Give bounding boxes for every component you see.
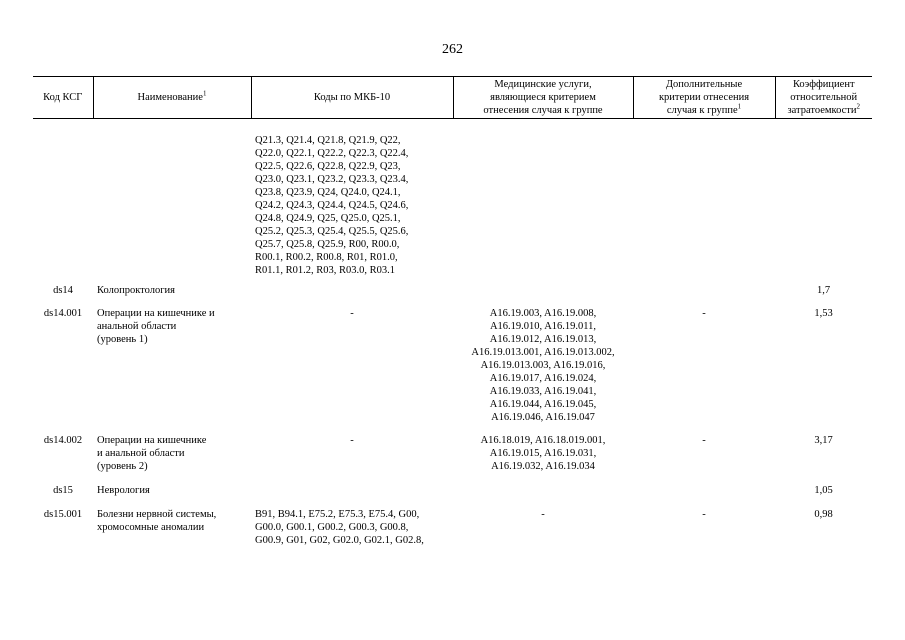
table-row: [33, 424, 872, 473]
header-extra-criteria: Дополнительные критерии отнесения случая к группе$^1$: [633, 77, 775, 119]
cell-code: ds14.001: [43, 308, 83, 319]
cell-code: ds14: [53, 285, 73, 296]
header-mkb: Коды по МКБ-10: [251, 77, 453, 119]
cell-extra-criteria: -: [702, 509, 706, 520]
header-code: Код КСГ: [33, 77, 93, 119]
cell-services: -: [541, 509, 545, 520]
table-row: [33, 277, 872, 297]
cell-mkb-codes: [251, 473, 453, 497]
cell-name: Болезни нервной системы, хромосомные аномалии: [97, 509, 217, 533]
table-row: [33, 473, 872, 497]
table-header-row: [33, 77, 872, 119]
header-services: Медицинские услуги, являющиеся критерием отнесения случая к группе: [453, 77, 633, 119]
cell-services: [453, 473, 633, 497]
cell-extra-criteria: [633, 119, 775, 278]
cell-name: Колопроктология: [97, 285, 175, 296]
cell-services: A16.18.019, A16.18.019.001, A16.19.015, A16.19.031, A16.19.032, A16.19.034: [480, 435, 606, 472]
cell-extra-criteria: [633, 277, 775, 297]
cell-coefficient: 3,17: [814, 435, 833, 446]
cell-extra-criteria: [633, 473, 775, 497]
cell-coefficient: 1,05: [814, 485, 833, 496]
cell-extra-criteria: -: [702, 308, 706, 319]
cell-services: [453, 277, 633, 297]
cell-extra-criteria: -: [702, 435, 706, 446]
page-number: 262: [442, 42, 463, 57]
header-name: Наименование$^1$: [93, 77, 251, 119]
cell-coefficient: 1,53: [814, 308, 833, 319]
cell-code: [33, 119, 93, 278]
footnote-mark: 2: [856, 102, 860, 111]
table-row: [33, 297, 872, 424]
cell-mkb-codes: Q21.3, Q21.4, Q21.8, Q21.9, Q22, Q22.0, Q22.1, Q22.2, Q22.3, Q22.4, Q22.5, Q22.6, Q22.8, Q22.9, Q23, Q23.0, Q23.1, Q23.2, Q23.3, Q23.4, Q23.8, Q23.9, Q24, Q24.0, Q24.1, Q24.2, Q24.3, Q24.4, Q24.5, Q24.6, Q24.8, Q24.9, Q25, Q25.0, Q25.1, Q25.2, Q25.3, Q25.4, Q25.5, Q25.6, Q25.7, Q25.8, Q25.9, R00, R00.0, R00.1, R00.2, R00.8, R01, R01.0, R01.1, R01.2, R03, R03.0, R03.1: [255, 135, 409, 276]
table-row: [33, 497, 872, 547]
cell-coefficient: 1,7: [816, 285, 831, 296]
cell-name: [93, 119, 251, 278]
header-coefficient: Коэффициент относительной затратоемкости$^2$: [775, 77, 872, 119]
cell-name: Операции на кишечнике и анальной области (уровень 1): [97, 308, 215, 345]
cell-name: Неврология: [97, 485, 150, 496]
cell-mkb-codes: B91, B94.1, E75.2, E75.3, E75.4, G00, G00.0, G00.1, G00.2, G00.3, G00.8, G00.9, G01, G02, G02.0, G02.1, G02.8,: [255, 509, 424, 546]
cell-coefficient: [775, 119, 872, 278]
cell-mkb-codes: -: [350, 308, 354, 319]
cell-mkb-codes: [251, 277, 453, 297]
cell-code: ds14.002: [43, 435, 83, 446]
footnote-mark: 1: [737, 102, 742, 111]
cell-code: ds15: [53, 485, 73, 496]
footnote-mark: 1: [202, 89, 207, 98]
cell-coefficient: 0,98: [814, 509, 833, 520]
cell-code: ds15.001: [43, 509, 83, 520]
ksg-table: [33, 76, 872, 547]
cell-name: Операции на кишечнике и анальной области (уровень 2): [97, 435, 207, 472]
cell-mkb-codes: -: [350, 435, 354, 446]
table-row: [33, 119, 872, 278]
cell-services: [453, 119, 633, 278]
cell-services: A16.19.003, A16.19.008, A16.19.010, A16.19.011, A16.19.012, A16.19.013, A16.19.013.001, A16.19.013.002, A16.19.013.003, A16.19.016, A16.19.017, A16.19.024, A16.19.033, A16.19.041, A16.19.044, A16.19.045, A16.19.046, A16.19.047: [471, 308, 615, 423]
